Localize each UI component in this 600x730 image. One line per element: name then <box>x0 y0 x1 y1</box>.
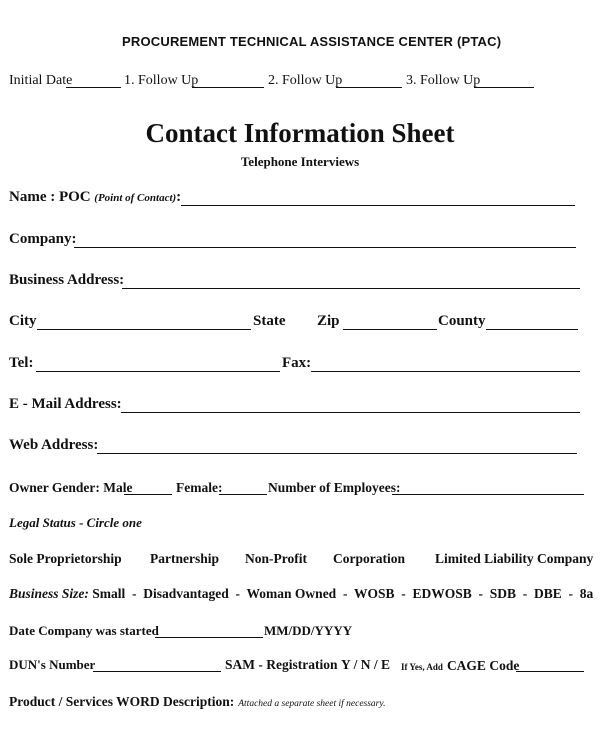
city-field[interactable] <box>37 329 251 330</box>
fax-field[interactable] <box>311 371 580 372</box>
zip-field[interactable] <box>343 329 437 330</box>
owner-gender-label: Owner Gender: Male <box>9 480 133 495</box>
county-field[interactable] <box>486 329 578 330</box>
sam-yne[interactable]: Y / N / E <box>341 657 391 672</box>
legal-option-partnership[interactable]: Partnership <box>150 551 219 566</box>
business-size-row <box>9 586 593 602</box>
name-poc-label: Name : POC <box>9 189 91 205</box>
legal-option-corporation[interactable]: Corporation <box>333 551 405 566</box>
org-title: PROCUREMENT TECHNICAL ASSISTANCE CENTER (PTAC) <box>122 34 502 49</box>
initial-date-label: Initial Date <box>9 73 73 88</box>
zip-label: Zip <box>317 313 340 329</box>
product-row <box>9 693 385 711</box>
business-address-field[interactable] <box>122 288 580 289</box>
follow-up-2-label: 2. Follow Up <box>268 73 343 88</box>
page-title: Contact Information Sheet <box>145 118 455 148</box>
web-address-field[interactable] <box>97 453 577 454</box>
female-label: Female: <box>176 480 223 495</box>
page-subtitle: Telephone Interviews <box>240 154 360 169</box>
date-started-label: Date Company was started <box>9 623 159 638</box>
business-size-label: Business Size: <box>9 586 89 601</box>
follow-up-3-field[interactable] <box>474 87 534 88</box>
cage-row <box>401 657 519 675</box>
business-size-options[interactable]: Small - Disadvantaged - Woman Owned - WOSB - EDWOSB - SDB - DBE - 8a <box>92 586 594 601</box>
duns-field[interactable] <box>93 671 221 672</box>
legal-option-non-profit[interactable]: Non-Profit <box>245 551 307 566</box>
cage-code-field[interactable] <box>516 671 584 672</box>
date-format: MM/DD/YYYY <box>264 623 353 638</box>
legal-option-llc[interactable]: Limited Liability Company <box>435 551 594 566</box>
female-field[interactable] <box>219 494 267 495</box>
tel-field[interactable] <box>36 371 280 372</box>
num-employees-label: Number of Employees: <box>268 480 401 495</box>
cage-code-label: CAGE Code <box>446 658 520 673</box>
legal-status-label: Legal Status - Circle one <box>9 515 142 530</box>
name-poc-field[interactable] <box>181 205 575 206</box>
tel-label: Tel: <box>9 355 34 371</box>
follow-up-1-field[interactable] <box>192 87 264 88</box>
date-started-field[interactable] <box>155 637 263 638</box>
email-field[interactable] <box>121 412 580 413</box>
duns-label: DUN's Number <box>9 657 96 672</box>
county-label: County <box>438 313 486 329</box>
state-label: State <box>253 313 286 329</box>
num-employees-field[interactable] <box>392 494 584 495</box>
web-address-label: Web Address: <box>9 437 99 453</box>
poc-hint: (Point of Contact) <box>94 192 177 204</box>
follow-up-3-label: 3. Follow Up <box>406 73 481 88</box>
company-field[interactable] <box>74 247 576 248</box>
company-label: Company: <box>9 231 77 247</box>
fax-label: Fax: <box>282 355 312 371</box>
follow-up-1-label: 1. Follow Up <box>124 73 199 88</box>
initial-date-field[interactable] <box>66 87 121 88</box>
product-label: Product / Services WORD Description: <box>9 694 235 709</box>
name-poc-row: Name : POC (Point of Contact): <box>9 189 182 205</box>
business-address-label: Business Address: <box>9 272 125 288</box>
city-label: City <box>9 313 37 329</box>
email-label: E - Mail Address: <box>9 396 122 412</box>
if-yes-add: If Yes, Add <box>401 662 443 672</box>
legal-option-sole-proprietorship[interactable]: Sole Proprietorship <box>9 551 122 566</box>
sam-registration-label: SAM - Registration <box>225 657 338 672</box>
follow-up-2-field[interactable] <box>336 87 402 88</box>
product-hint: Attached a separate sheet if necessary. <box>238 699 386 709</box>
male-field[interactable] <box>124 494 172 495</box>
